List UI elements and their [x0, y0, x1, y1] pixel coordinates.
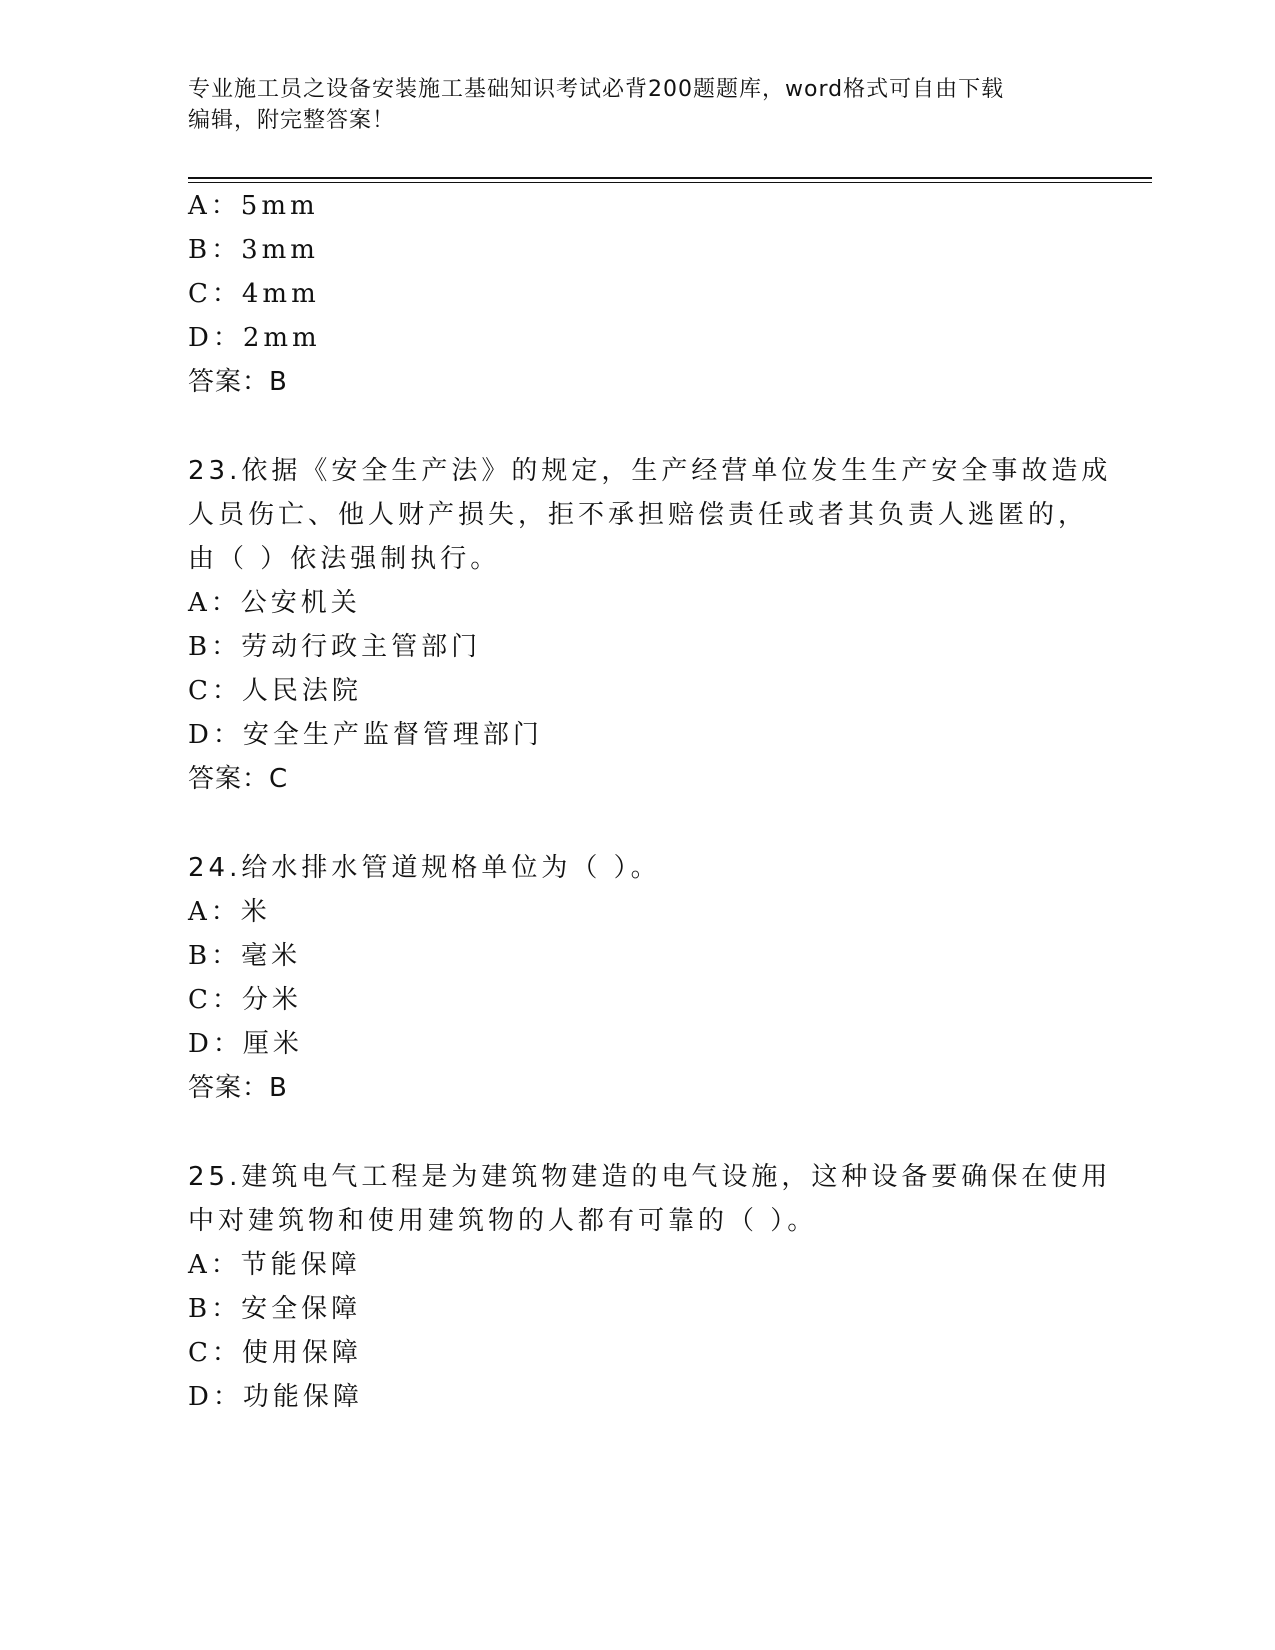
q23-option-d: D：安全生产监督管理部门 — [188, 720, 543, 750]
q25-option-d: D：功能保障 — [188, 1382, 363, 1412]
q22-answer: 答案：B — [188, 367, 288, 397]
q22-option-c: C：4mm — [188, 279, 320, 309]
q24-answer: 答案：B — [188, 1073, 288, 1103]
q23-option-b: B：劳动行政主管部门 — [188, 632, 482, 662]
q24-option-d: D：厘米 — [188, 1029, 303, 1059]
header-title-line-1: 专业施工员之设备安装施工基础知识考试必背200题题库，word格式可自由下载 — [188, 77, 1005, 102]
q23-answer: 答案：C — [188, 764, 289, 794]
q23-option-a: A：公安机关 — [188, 588, 361, 618]
q25-option-b: B：安全保障 — [188, 1294, 362, 1324]
q23-stem-line-3: 由（ ）依法强制执行。 — [188, 544, 501, 574]
q22-option-b: B：3mm — [188, 235, 319, 265]
q24-option-c: C：分米 — [188, 985, 302, 1015]
q22-option-d: D：2mm — [188, 323, 321, 353]
q25-option-a: A：节能保障 — [188, 1250, 361, 1280]
q25-stem-line-1: 25.建筑电气工程是为建筑物建造的电气设施，这种设备要确保在使用 — [188, 1162, 1112, 1192]
q24-stem-line-1: 24.给水排水管道规格单位为（ ）。 — [188, 853, 661, 883]
q23-stem-line-2: 人员伤亡、他人财产损失，拒不承担赔偿责任或者其负责人逃匿的， — [188, 500, 1089, 530]
q25-stem-line-2: 中对建筑物和使用建筑物的人都有可靠的（ ）。 — [188, 1206, 818, 1236]
q22-option-a: A：5mm — [188, 191, 319, 221]
document-header — [188, 74, 1088, 136]
q24-option-b: B：毫米 — [188, 941, 302, 971]
q25-option-c: C：使用保障 — [188, 1338, 362, 1368]
q23-option-c: C：人民法院 — [188, 676, 362, 706]
q24-option-a: A：米 — [188, 897, 271, 927]
header-divider-thick — [188, 177, 1152, 179]
q23-stem-line-1: 23.依据《安全生产法》的规定，生产经营单位发生生产安全事故造成 — [188, 456, 1112, 486]
header-title-line-2: 编辑，附完整答案！ — [188, 108, 396, 133]
header-divider-thin — [188, 182, 1152, 183]
